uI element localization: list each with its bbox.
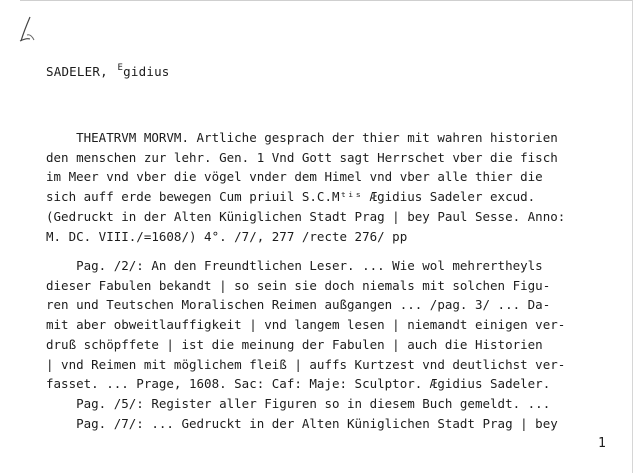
notes-line: mit aber obweitlauffigkeit | vnd langem lesen | niemandt einigen ver- [46,317,566,333]
notes-line: fasset. ... Prage, 1608. Sac: Caf: Maje: Sculptor. Ægidius Sadeler. [46,376,551,392]
record-line: THEATRVM MORVM. Artliche gesprach der thier mit wahren historien [46,130,558,145]
notes-line: Pag. /7/: ... Gedruckt in der Alten Küniglichen Stadt Prag | bey [46,415,558,431]
handwritten-mark-icon [16,14,42,48]
notes-line: druß schöpffete | ist die meinung der Fabulen | auch die Historien [46,336,543,352]
notes-line: ren und Teutschen Moralischen Reimen außgangen ... /pag. 3/ ... Da- [46,297,551,313]
card-top-edge [20,0,632,1]
record-line: M. DC. VIII./=1608/) 4°. /7/, 277 /recte 276/ pp [46,228,408,244]
record-description [46,128,565,246]
record-line: (Gedruckt in der Alten Küniglichen Stadt Prag | bey Paul Sesse. Anno: [46,208,566,224]
record-line: den menschen zur lehr. Gen. 1 Vnd Gott sagt Herrschet vber die fisch [46,149,558,165]
card-heading [46,63,170,79]
page-number: 1 [598,436,606,451]
card-right-edge [632,0,633,473]
record-line: sich auff erde bewegen Cum priuil S.C.Mᵗⁱˢ Ægidius Sadeler excud. [46,189,536,205]
record-line: im Meer vnd vber die vögel vnder dem Himel vnd vber alle thier die [46,169,543,185]
heading-surname: SADELER, [46,64,108,79]
record-notes [46,256,565,433]
notes-line: Pag. /2/: An den Freundtlichen Leser. ... Wie wol mehrertheyls [46,258,543,273]
heading-initial: E [117,63,124,73]
heading-forename: gidius [123,64,170,79]
notes-line: dieser Fabulen bekandt | so sein sie doch niemals mit solchen Figu- [46,277,551,293]
notes-line: | vnd Reimen mit möglichem fleiß | auffs Kurtzest vnd deutlichst ver- [46,356,566,372]
notes-line: Pag. /5/: Register aller Figuren so in diesem Buch gemeldt. ... [46,395,551,411]
